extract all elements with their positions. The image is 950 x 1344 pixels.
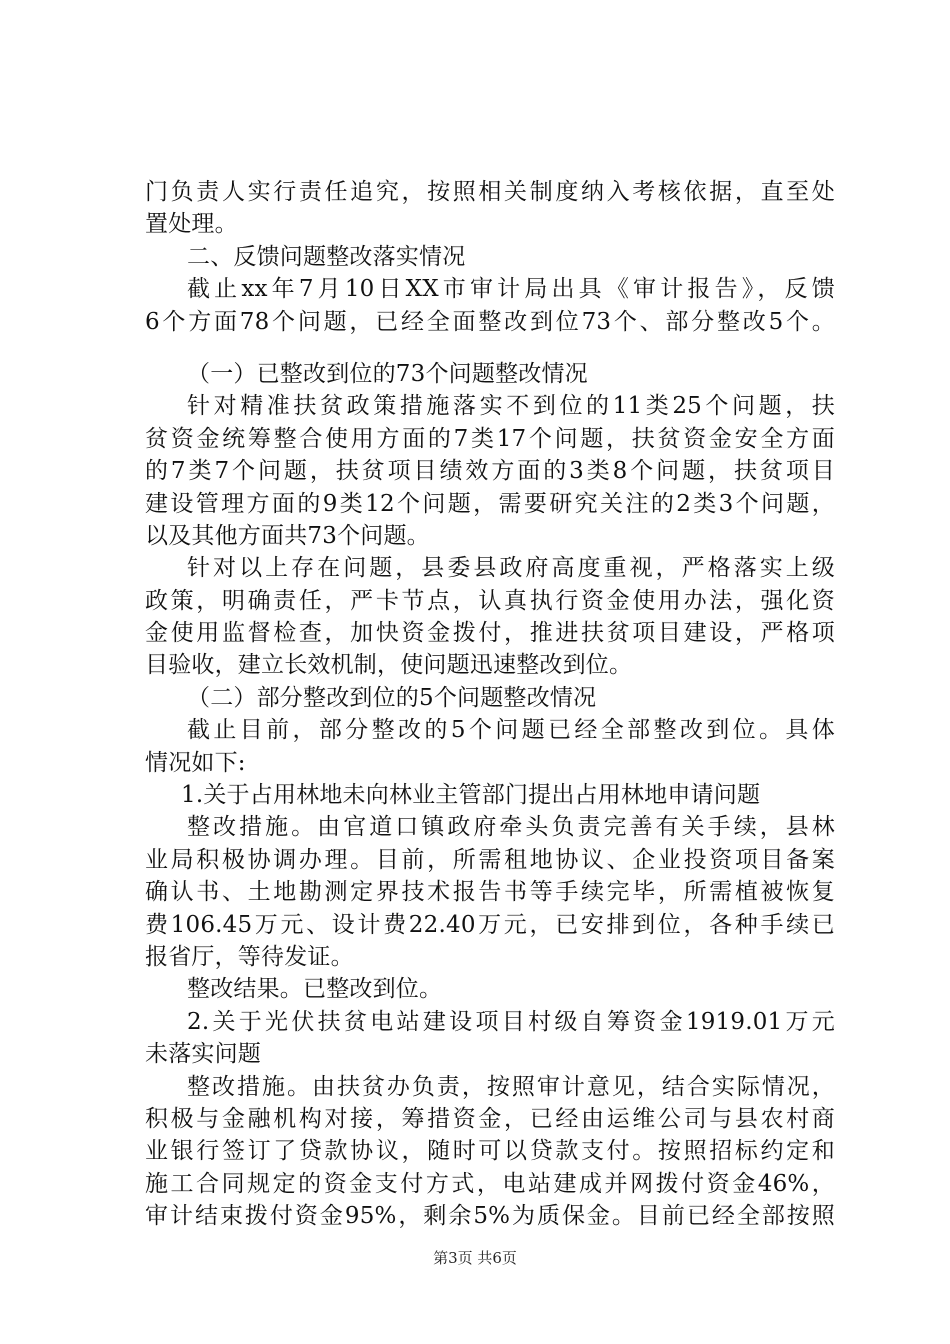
body-line: 报省厅，等待发证。 (145, 943, 354, 970)
subsection-heading: （二）部分整改到位的5个问题整改情况 (187, 684, 597, 711)
document-body (145, 176, 835, 1233)
body-line: 针对精准扶贫政策措施落实不到位的11类25个问题，扶 (187, 393, 835, 420)
body-line: 置处理。 (145, 211, 238, 238)
body-line: 建设管理方面的9类12个问题，需要研究关注的2类3个问题， (145, 490, 835, 517)
body-line: 截止目前，部分整改的5个问题已经全部整改到位。具体 (187, 717, 835, 744)
body-line: 6个方面78个问题，已经全面整改到位73个、部分整改5个。 (145, 308, 835, 335)
subsection-heading: （一）已整改到位的73个问题整改情况 (187, 360, 588, 387)
body-line: 费106.45万元、设计费22.40万元，已安排到位，各种手续已 (145, 911, 835, 938)
body-line: 的7类7个问题，扶贫项目绩效方面的3类8个问题，扶贫项目 (145, 458, 835, 485)
body-line: 审计结束拨付资金95%，剩余5%为质保金。目前已经全部按照 (145, 1203, 835, 1230)
body-line: 截止xx年7月10日XX市审计局出具《审计报告》，反馈 (187, 276, 835, 303)
page-footer: 第3页 共6页 (433, 1249, 517, 1267)
item-heading: 2.关于光伏扶贫电站建设项目村级自筹资金1919.01万元 (187, 1008, 835, 1035)
body-line: 积极与金融机构对接，筹措资金，已经由运维公司与县农村商 (145, 1105, 835, 1132)
body-line: 政策，明确责任，严卡节点，认真执行资金使用办法，强化资 (145, 587, 835, 614)
body-line: 情况如下: (145, 749, 246, 776)
body-line: 目验收，建立长效机制，使问题迅速整改到位。 (145, 652, 633, 679)
item-heading: 1.关于占用林地未向林业主管部门提出占用林地申请问题 (181, 782, 761, 809)
section-heading: 二、反馈问题整改落实情况 (187, 243, 466, 270)
body-line: 业局积极协调办理。目前，所需租地协议、企业投资项目备案 (145, 846, 835, 873)
body-line: 以及其他方面共73个问题。 (145, 522, 430, 549)
paragraph-gap (145, 338, 835, 358)
body-line: 贫资金统筹整合使用方面的7类17个问题，扶贫资金安全方面 (145, 425, 835, 452)
body-line: 业银行签订了贷款协议，随时可以贷款支付。按照招标约定和 (145, 1138, 835, 1165)
body-line: 金使用监督检查，加快资金拨付，推进扶贫项目建设，严格项 (145, 620, 835, 647)
body-line: 整改措施。由官道口镇政府牵头负责完善有关手续，县林 (187, 814, 835, 841)
body-line: 施工合同规定的资金支付方式，电站建成并网拨付资金46%， (145, 1170, 835, 1197)
body-line: 整改结果。已整改到位。 (187, 976, 443, 1003)
body-line: 门负责人实行责任追究，按照相关制度纳入考核依据，直至处 (145, 179, 835, 205)
item-heading: 未落实问题 (145, 1041, 261, 1068)
body-line: 确认书、土地勘测定界技术报告书等手续完毕，所需植被恢复 (145, 879, 835, 906)
body-line: 针对以上存在问题，县委县政府高度重视，严格落实上级 (187, 555, 835, 582)
body-line: 整改措施。由扶贫办负责，按照审计意见，结合实际情况， (187, 1073, 835, 1100)
